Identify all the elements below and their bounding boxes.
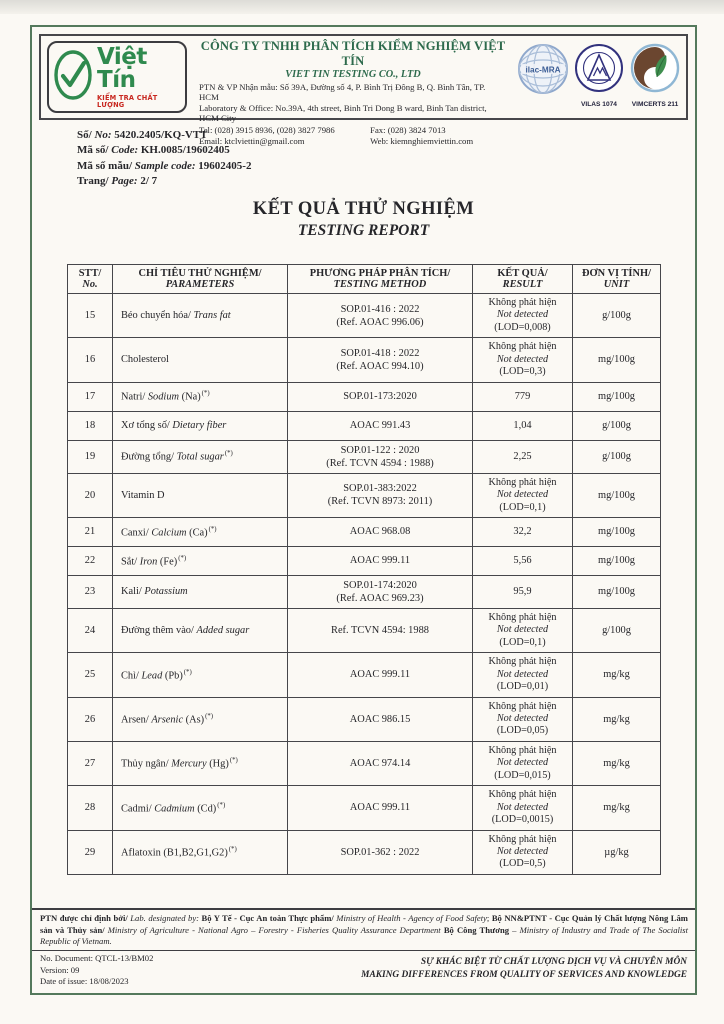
slogan-en: MAKING DIFFERENCES FROM QUALITY OF SERVICES AND KNOWLEDGE (361, 970, 687, 981)
row-number-cell: 29 (68, 830, 113, 874)
method-cell (288, 440, 473, 473)
parameter-vn: Canxi/ (121, 527, 152, 539)
table-row (68, 517, 661, 546)
method-line: SOP.01-362 : 2022 (340, 846, 420, 858)
footnote-marker: (*) (224, 450, 233, 458)
parameter-symbol: (Na) (179, 391, 201, 403)
result-cell: 5,56 (473, 546, 573, 575)
unit-cell: g/100g (573, 608, 661, 652)
method-line: (Ref. AOAC 996.06) (336, 316, 424, 328)
company-address-vn: PTN & VP Nhận mẫu: Số 39A, Đường số 4, P. Bình Trị Đông B, Q. Bình Tân, TP. HCM (199, 81, 486, 102)
vimcerts-seal-icon (630, 43, 680, 98)
table-row (68, 608, 661, 652)
designation-segment: Ministry of Health - Agency of Food Safety (336, 913, 487, 924)
table-row (68, 653, 661, 697)
unit-cell: mg/kg (573, 653, 661, 697)
designation-segment: – (509, 924, 520, 935)
result-cell (473, 741, 573, 785)
vilas-badge (573, 43, 625, 108)
parameter-symbol: (Fe) (157, 556, 178, 568)
result-line: (LOD=0,01) (496, 681, 549, 693)
designation-segment: PTN được chỉ định bởi/ (40, 913, 131, 924)
result-line: Not detected (496, 757, 549, 769)
method-cell (288, 411, 473, 440)
row-number-cell: 21 (68, 517, 113, 546)
footnote-marker: (*) (178, 554, 187, 562)
method-line: AOAC 999.11 (349, 669, 411, 681)
table-row (68, 382, 661, 411)
result-line: Not detected (496, 309, 549, 321)
table-row (68, 786, 661, 830)
parameter-en: Lead (141, 670, 163, 682)
method-line: AOAC 991.43 (349, 420, 411, 432)
footnote-marker: (*) (229, 757, 238, 765)
designation-segment: Ministry of Industry and Trade of The Socialist Republic of Vietnam. (40, 924, 688, 946)
parameter-cell (113, 786, 288, 830)
unit-cell: mg/100g (573, 382, 661, 411)
company-email: Email: ktclviettin@gmail.com (199, 136, 305, 146)
result-line: Not detected (496, 624, 549, 636)
doc-number-value: 5420.2405/KQ-VTT (114, 129, 208, 141)
doc-number-label-en: No: (94, 129, 112, 141)
result-line: Không phát hiện (488, 833, 557, 845)
result-line: (LOD=0,008) (494, 321, 551, 333)
doc-code-line (77, 143, 251, 158)
page-number-line (77, 174, 251, 189)
table-body (68, 294, 661, 875)
method-line: AOAC 999.11 (349, 802, 411, 814)
method-line: SOP.01-418 : 2022 (340, 347, 420, 359)
company-slogan (361, 953, 687, 982)
result-line: Not detected (496, 845, 549, 857)
parameter-vn: Thủy ngân/ (121, 758, 172, 770)
sample-code-value: 19602405-2 (198, 159, 252, 172)
parameter-vn: Arsen/ (121, 714, 152, 726)
table-row (68, 830, 661, 874)
table-header-cell (473, 265, 573, 294)
footer-version: Version: 09 (40, 964, 80, 975)
scan-edge-artifact (0, 0, 724, 14)
parameter-vn: Cholesterol (121, 354, 169, 366)
parameter-cell (113, 697, 288, 741)
designation-segment: Bộ Công Thương (443, 924, 510, 935)
method-line: (Ref. TCVN 4594 : 1988) (326, 457, 434, 469)
report-title-en: TESTING REPORT (297, 222, 430, 239)
result-cell (473, 338, 573, 382)
header-label-vn: STT/ (78, 268, 102, 279)
result-cell (473, 653, 573, 697)
page-label-en: Page: (111, 175, 138, 188)
result-line: Not detected (496, 353, 549, 365)
unit-cell: mg/100g (573, 575, 661, 608)
parameter-cell (113, 338, 288, 382)
footnote-marker: (*) (228, 845, 237, 853)
parameter-cell (113, 575, 288, 608)
row-number-cell: 20 (68, 473, 113, 517)
footnote-marker: (*) (208, 525, 217, 533)
parameter-cell (113, 473, 288, 517)
result-line: (LOD=0,1) (499, 501, 546, 513)
parameter-en: Mercury (171, 758, 207, 770)
doc-code-label-en: Code: (111, 144, 139, 157)
method-cell (288, 546, 473, 575)
result-line: (LOD=0,0015) (491, 814, 554, 826)
parameter-vn: Đường thêm vào/ (121, 625, 197, 637)
result-line: Không phát hiện (488, 611, 557, 623)
row-number-cell: 17 (68, 382, 113, 411)
designation-segment: ; (486, 913, 492, 924)
parameter-en: Iron (139, 556, 158, 568)
method-line: Ref. TCVN 4594: 1988 (331, 625, 429, 637)
result-cell: 779 (473, 382, 573, 411)
result-cell: 1,04 (473, 411, 573, 440)
header-label-vn: CHỈ TIÊU THỬ NGHIỆM/ (138, 268, 262, 279)
parameter-vn: Xơ tổng số/ (121, 420, 173, 432)
result-cell (473, 473, 573, 517)
table-row (68, 575, 661, 608)
vimcerts-caption: VIMCERTS 211 (631, 101, 679, 108)
accreditation-badges (513, 36, 686, 118)
method-line: SOP.01-383:2022 (343, 483, 417, 495)
vilas-caption: VILAS 1074 (581, 101, 617, 108)
row-number-cell: 23 (68, 575, 113, 608)
result-line: Không phát hiện (488, 789, 557, 801)
row-number-cell: 28 (68, 786, 113, 830)
method-line: SOP.01-416 : 2022 (340, 303, 420, 315)
parameter-symbol: (Pb) (162, 670, 183, 682)
parameter-vn: Đường tổng/ (121, 451, 177, 463)
parameter-symbol: (Cd) (194, 803, 217, 815)
header-label-en: No. (82, 279, 98, 290)
header-label-en: TESTING METHOD (333, 279, 427, 290)
unit-cell: mg/100g (573, 473, 661, 517)
company-fax: Fax: (028) 3824 7013 (370, 124, 446, 135)
table-header-row (68, 265, 661, 294)
row-number-cell: 22 (68, 546, 113, 575)
vimcerts-badge (629, 43, 681, 108)
doc-number-label-vn: Số/ (77, 129, 92, 141)
row-number-cell: 16 (68, 338, 113, 382)
table-row (68, 338, 661, 382)
result-line: (LOD=0,5) (499, 858, 546, 870)
parameter-en: Sodium (147, 391, 180, 403)
unit-cell: µg/kg (573, 830, 661, 874)
method-line: AOAC 986.15 (349, 713, 411, 725)
parameter-cell (113, 546, 288, 575)
parameter-vn: Cadmi/ (121, 803, 155, 815)
brand-name: Việt Tín (97, 43, 147, 93)
method-cell (288, 741, 473, 785)
table-row (68, 697, 661, 741)
report-title-block (32, 199, 695, 240)
result-line: (LOD=0,3) (499, 366, 546, 378)
parameter-symbol: (As) (183, 714, 205, 726)
parameter-vn: Sắt/ (121, 556, 140, 568)
result-line: Not detected (496, 489, 549, 501)
method-line: (Ref. TCVN 8973: 2011) (327, 496, 433, 508)
parameter-en: Added sugar (196, 625, 250, 637)
row-number-cell: 26 (68, 697, 113, 741)
results-table (67, 264, 661, 875)
slogan-vn: SỰ KHÁC BIỆT TỪ CHẤT LƯỢNG DỊCH VỤ VÀ CHUYÊN MÔN (420, 957, 687, 968)
result-line: Không phát hiện (488, 656, 557, 668)
method-cell (288, 830, 473, 874)
row-number-cell: 25 (68, 653, 113, 697)
parameter-en: Total sugar (176, 451, 224, 463)
result-cell: 2,25 (473, 440, 573, 473)
result-cell (473, 830, 573, 874)
result-cell: 32,2 (473, 517, 573, 546)
method-cell (288, 338, 473, 382)
brand-tagline: KIỂM TRA CHẤT LƯỢNG (97, 93, 158, 109)
method-cell (288, 786, 473, 830)
company-web: Web: kiemnghiemviettin.com (370, 136, 474, 146)
sample-code-label-en: Sample code: (134, 159, 196, 172)
parameter-en: Potassium (144, 586, 188, 598)
unit-cell: mg/kg (573, 697, 661, 741)
parameter-en: Arsenic (151, 714, 184, 726)
row-number-cell: 27 (68, 741, 113, 785)
parameter-symbol: (Hg) (206, 758, 229, 770)
parameter-vn: Aflatoxin (B1,B2,G1,G2) (121, 847, 228, 859)
method-cell (288, 608, 473, 652)
svg-text:ilac-MRA: ilac-MRA (525, 65, 561, 75)
method-cell (288, 653, 473, 697)
ilac-mra-badge (517, 43, 569, 103)
parameter-vn: Natri/ (121, 391, 148, 403)
parameter-symbol: (Ca) (186, 527, 208, 539)
company-address-en: Laboratory & Office: No.39A, 4th street, Binh Tri Dong B ward, Binh Tan district, HCM City (199, 103, 487, 123)
doc-code-label-vn: Mã số/ (77, 144, 109, 157)
header-label-en: UNIT (603, 279, 630, 290)
method-cell (288, 575, 473, 608)
parameter-cell (113, 294, 288, 338)
result-line: Không phát hiện (488, 700, 557, 712)
unit-cell: mg/kg (573, 786, 661, 830)
document-info (77, 128, 251, 190)
table-header-cell (113, 265, 288, 294)
sample-code-label-vn: Mã số mẫu/ (77, 159, 132, 172)
designation-segment: Lab. designated by: (130, 913, 202, 924)
parameter-cell (113, 517, 288, 546)
doc-number-line (77, 128, 251, 143)
company-name-vn: CÔNG TY TNHH PHÂN TÍCH KIỂM NGHIỆM VIỆT TÍN (200, 39, 506, 68)
unit-cell: mg/kg (573, 741, 661, 785)
method-line: (Ref. AOAC 969.23) (336, 592, 424, 604)
result-line: (LOD=0,1) (499, 636, 546, 648)
unit-cell: mg/100g (573, 338, 661, 382)
ilac-mra-globe-icon (517, 43, 569, 100)
footnote-marker: (*) (201, 390, 210, 398)
result-line: Không phát hiện (488, 744, 557, 756)
method-line: AOAC 999.11 (349, 555, 411, 567)
page-label-vn: Trang/ (77, 175, 109, 188)
row-number-cell: 15 (68, 294, 113, 338)
report-title-vn: KẾT QUẢ THỬ NGHIỆM (252, 199, 475, 219)
result-line: Not detected (496, 713, 549, 724)
designation-segment: Ministry of Agriculture - National Agro – Forestry - Fisheries Quality Assurance Department (107, 924, 444, 935)
method-cell (288, 382, 473, 411)
page-value: 2/ 7 (140, 175, 158, 188)
row-number-cell: 18 (68, 411, 113, 440)
unit-cell: g/100g (573, 411, 661, 440)
vilas-accreditation-icon (574, 43, 624, 98)
unit-cell: g/100g (573, 440, 661, 473)
header-label-vn: ĐƠN VỊ TÍNH/ (582, 268, 651, 279)
table-row (68, 546, 661, 575)
parameter-en: Trans fat (193, 310, 231, 322)
table-row (68, 473, 661, 517)
result-line: Không phát hiện (488, 341, 557, 353)
parameter-vn: Vitamin D (121, 489, 165, 501)
unit-cell: mg/100g (573, 517, 661, 546)
row-number-cell: 19 (68, 440, 113, 473)
table-row (68, 294, 661, 338)
method-cell (288, 517, 473, 546)
result-line: (LOD=0,05) (496, 725, 549, 737)
company-name-en: VIET TIN TESTING CO., LTD (285, 69, 421, 80)
company-info (191, 36, 513, 146)
page-border (30, 25, 697, 995)
method-line: AOAC 974.14 (349, 758, 411, 770)
parameter-cell (113, 382, 288, 411)
parameter-en: Cadmium (154, 803, 195, 815)
table-row (68, 440, 661, 473)
parameter-vn: Kali/ (121, 586, 145, 598)
parameter-cell (113, 741, 288, 785)
result-cell (473, 294, 573, 338)
method-line: SOP.01-173:2020 (343, 391, 417, 403)
table-row (68, 411, 661, 440)
designation-segment: Bộ NN&PTNT - Cục Quản lý Chất lượng Nông Lâm sản và Thủy sản/ (40, 913, 688, 935)
footnote-marker: (*) (217, 801, 226, 809)
method-line: SOP.01-122 : 2020 (340, 444, 420, 456)
parameter-vn: Chì/ (121, 670, 142, 682)
header-label-vn: KẾT QUẢ/ (497, 268, 548, 279)
result-cell (473, 608, 573, 652)
footnote-marker: (*) (183, 668, 192, 676)
header-label-en: RESULT (502, 279, 543, 290)
parameter-en: Dietary fiber (172, 420, 227, 432)
parameter-cell (113, 440, 288, 473)
lab-designation (32, 910, 695, 951)
parameter-cell (113, 830, 288, 874)
result-line: Not detected (496, 801, 549, 813)
method-line: AOAC 968.08 (349, 526, 411, 538)
result-line: Không phát hiện (488, 476, 557, 488)
table-header-cell (573, 265, 661, 294)
page-footer (32, 908, 695, 993)
header-label-vn: PHƯƠNG PHÁP PHÂN TÍCH/ (309, 268, 451, 279)
unit-cell: mg/100g (573, 546, 661, 575)
company-tel: Tel: (028) 3915 8936, (028) 3827 7986 (199, 124, 335, 135)
parameter-cell (113, 608, 288, 652)
parameter-cell (113, 653, 288, 697)
method-cell (288, 294, 473, 338)
parameter-en: Calcium (151, 527, 187, 539)
method-line: SOP.01-174:2020 (343, 579, 417, 591)
doc-code-value: KH.0085/19602405 (140, 144, 230, 157)
header-label-en: PARAMETERS (165, 279, 235, 290)
footer-doc-meta (40, 953, 153, 988)
designation-segment: Bộ Y Tế - Cục An toàn Thực phẩm/ (201, 913, 337, 924)
table-header-cell (288, 265, 473, 294)
result-line: Không phát hiện (488, 297, 557, 308)
sample-code-line (77, 159, 251, 174)
result-cell: 95,9 (473, 575, 573, 608)
viettin-logo (47, 41, 187, 113)
table-row (68, 741, 661, 785)
result-cell (473, 786, 573, 830)
checkmark-icon (53, 49, 93, 106)
footer-issue-date: Date of issue: 18/08/2023 (40, 976, 129, 987)
parameter-cell (113, 411, 288, 440)
row-number-cell: 24 (68, 608, 113, 652)
table-header-cell (68, 265, 113, 294)
method-cell (288, 697, 473, 741)
method-cell (288, 473, 473, 517)
result-cell (473, 697, 573, 741)
method-line: (Ref. AOAC 994.10) (336, 360, 424, 372)
result-line: (LOD=0,015) (494, 769, 551, 781)
footer-doc-number: No. Document: QTCL-13/BM02 (40, 953, 154, 964)
footnote-marker: (*) (205, 712, 214, 720)
parameter-vn: Béo chuyển hóa/ (121, 310, 194, 322)
unit-cell: g/100g (573, 294, 661, 338)
result-line: Not detected (496, 668, 549, 680)
